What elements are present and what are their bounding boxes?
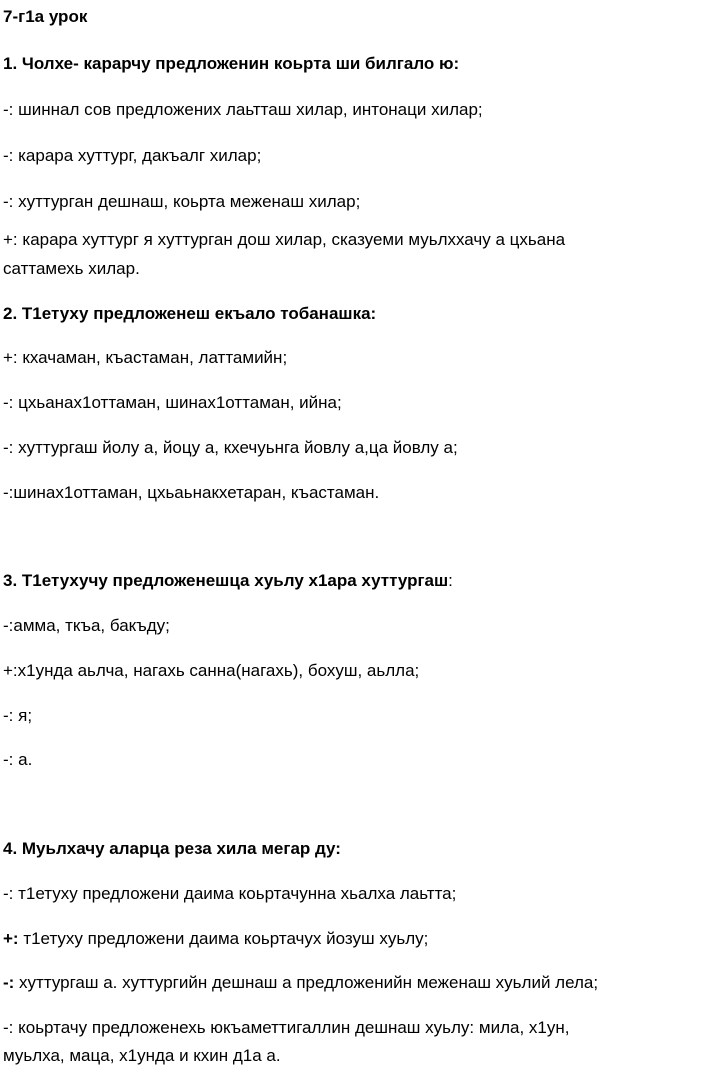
option-marker: -:	[3, 438, 14, 457]
option-text: цхьанах1оттаман, шинах1оттаман, ийна;	[13, 393, 342, 412]
option-marker: -:	[3, 706, 14, 725]
option-marker: +:	[3, 661, 18, 680]
option-marker: -:	[3, 884, 14, 903]
question-1-option-3	[3, 191, 360, 213]
option-marker: -:	[3, 192, 14, 211]
option-text: карара хуттург я хуттурган дош хилар, сказуеми муьлххачу а цхьана	[17, 230, 566, 249]
question-3-option-1	[3, 615, 170, 637]
question-1-option-4-continuation: саттамехь хилар.	[3, 259, 140, 278]
question-3-heading-text: 3. Т1етухучу предложенешца хуьлу х1ара хуттургаш	[3, 571, 449, 590]
option-marker: -:	[3, 1018, 14, 1037]
question-1-heading-text: 1. Чолхе- карарчу предложенин коьрта ши билгало ю:	[3, 54, 460, 73]
option-text: шинах1оттаман, цхьаьнакхетаран, къастаман.	[13, 483, 380, 502]
option-text: амма, ткъа, бакъду;	[13, 616, 170, 635]
question-4-option-4-continuation: муьлха, маца, х1унда и кхин д1а а.	[3, 1046, 281, 1065]
question-2-option-4	[3, 482, 379, 504]
option-marker: -:	[3, 973, 15, 992]
question-2-heading	[3, 303, 376, 325]
question-1-option-2	[3, 145, 261, 167]
option-marker: +:	[3, 230, 18, 249]
option-marker: +:	[3, 929, 19, 948]
option-marker: -:	[3, 146, 14, 165]
question-4-option-2	[3, 928, 428, 950]
option-text: хуттурган дешнаш, коьрта меженаш хилар;	[13, 192, 361, 211]
option-marker: -:	[3, 483, 14, 502]
question-4-option-3	[3, 972, 598, 994]
question-4-heading	[3, 838, 341, 860]
question-2-heading-text: 2. Т1етуху предложенеш екъало тобанашка:	[3, 304, 377, 323]
option-text: шиннал сов предложених лаьтташ хилар, интонаци хилар;	[13, 100, 483, 119]
question-4-option-4	[3, 1017, 569, 1039]
question-3-heading-tail: :	[448, 571, 453, 590]
lesson-title: 7-г1а урок	[3, 7, 88, 26]
question-3-option-2	[3, 660, 419, 682]
question-2-option-2	[3, 392, 342, 414]
option-marker: -:	[3, 393, 14, 412]
option-text: я;	[13, 706, 33, 725]
question-1-heading	[3, 53, 459, 75]
option-text: т1етуху предложени даима коьртачух йозуш хуьлу;	[18, 929, 429, 948]
question-1-option-4	[3, 229, 565, 251]
question-3-option-4	[3, 749, 32, 771]
option-text: кхачаман, къастаман, латтамийн;	[17, 348, 288, 367]
question-3-option-3	[3, 705, 32, 727]
option-text: х1унда аьлча, нагахь санна(нагахь), бохуш, аьлла;	[17, 661, 420, 680]
question-4-option-1	[3, 883, 456, 905]
question-2-option-1	[3, 347, 287, 369]
question-2-option-3	[3, 437, 458, 459]
question-3-heading	[3, 570, 453, 592]
option-text: т1етуху предложени даима коьртачунна хьалха лаьтта;	[13, 884, 457, 903]
option-text: коьртачу предложенехь юкъаметтигаллин дешнаш хуьлу: мила, х1ун,	[13, 1018, 570, 1037]
option-text: хуттургаш йолу а, йоцу а, кхечуьнга йовлу а,ца йовлу а;	[13, 438, 458, 457]
option-marker: +:	[3, 348, 18, 367]
option-marker: -:	[3, 616, 14, 635]
option-text: а.	[13, 750, 33, 769]
question-4-heading-text: 4. Муьлхачу аларца реза хила мегар ду:	[3, 839, 341, 858]
option-marker: -:	[3, 750, 14, 769]
question-1-option-1	[3, 99, 483, 121]
option-text: хуттургаш а. хуттургийн дешнаш а предложенийн меженаш хуьлий лела;	[14, 973, 599, 992]
option-marker: -:	[3, 100, 14, 119]
option-text: карара хуттург, дакъалг хилар;	[13, 146, 262, 165]
